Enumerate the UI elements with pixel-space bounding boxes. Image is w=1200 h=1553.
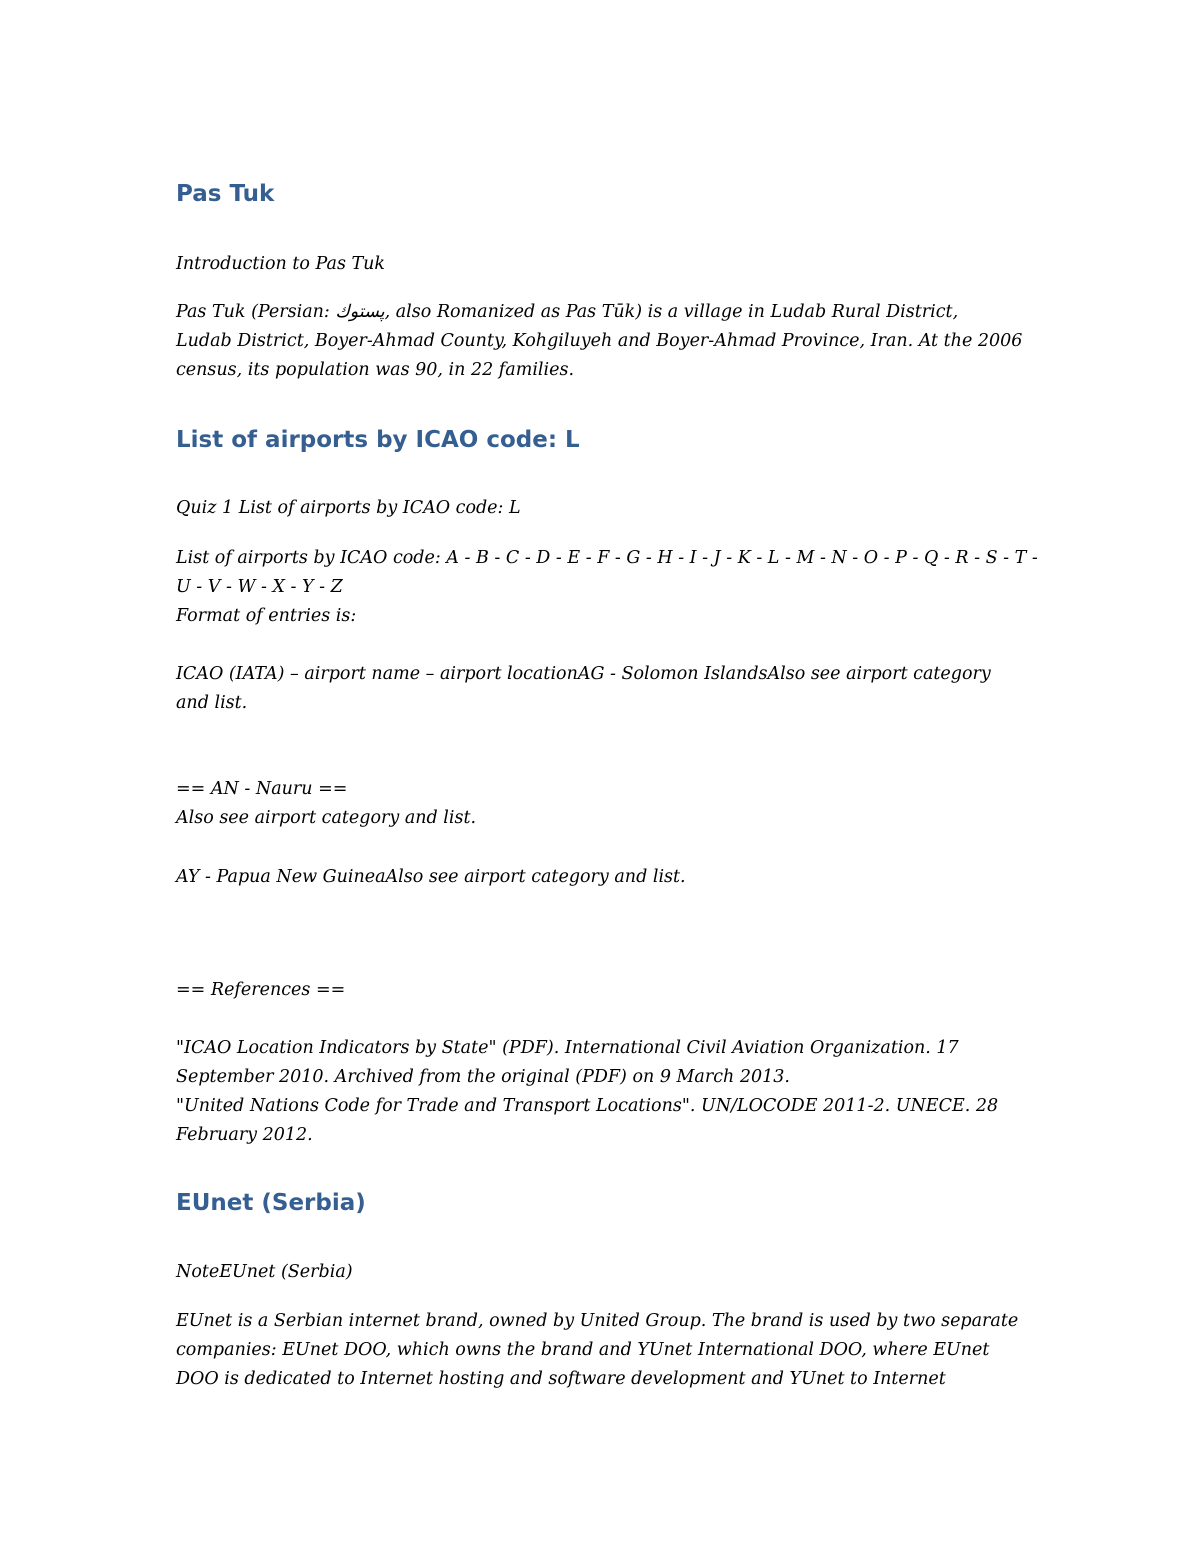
text-line: census, its population was 90, in 22 families.	[176, 360, 575, 380]
text-line: EUnet is a Serbian internet brand, owned by United Group. The brand is used by two separate	[176, 1311, 1019, 1331]
text-line: Ludab District, Boyer-Ahmad County, Kohgiluyeh and Boyer-Ahmad Province, Iran. At the 2006	[176, 331, 1023, 351]
reference-line: "United Nations Code for Trade and Transport Locations". UN/LOCODE 2011-2. UNECE. 28	[176, 1096, 999, 1116]
text-line: NoteEUnet (Serbia)	[176, 1262, 353, 1282]
paragraph-eunet-description	[176, 1307, 1026, 1394]
reference-line: February 2012.	[176, 1125, 313, 1145]
section-heading-airports: List of airports by ICAO code: L	[176, 427, 580, 453]
paragraph-pas-tuk-description	[176, 298, 1026, 385]
text-line: Also see airport category and list.	[176, 808, 477, 828]
reference-line: "ICAO Location Indicators by State" (PDF). International Civil Aviation Organization. 17	[176, 1038, 959, 1058]
text-line: companies: EUnet DOO, which owns the brand and YUnet International DOO, where EUnet	[176, 1340, 990, 1360]
text-line: U - V - W - X - Y - Z	[176, 577, 343, 597]
text-line: and list.	[176, 693, 248, 713]
text-line: Introduction to Pas Tuk	[176, 254, 386, 274]
text-line: == AN - Nauru ==	[176, 779, 348, 799]
text-line: DOO is dedicated to Internet hosting and software development and YUnet to Internet	[176, 1369, 946, 1389]
section-subtitle-eunet	[176, 1258, 1026, 1287]
text-line: Quiz 1 List of airports by ICAO code: L	[176, 498, 521, 518]
text-line: == References ==	[176, 980, 346, 1000]
text-line: AY - Papua New GuineaAlso see airport category and list.	[176, 867, 686, 887]
section-heading-eunet: EUnet (Serbia)	[176, 1190, 366, 1216]
paragraph-papua-new-guinea	[176, 863, 1026, 892]
text-line: Pas Tuk (Persian: پستوك, also Romanized as Pas Tūk) is a village in Ludab Rural District,	[176, 302, 959, 322]
reference-line: September 2010. Archived from the original (PDF) on 9 March 2013.	[176, 1067, 790, 1087]
references-heading	[176, 976, 1026, 1005]
paragraph-nauru	[176, 775, 1026, 833]
text-line: Format of entries is:	[176, 606, 357, 626]
text-line: List of airports by ICAO code: A - B - C - D - E - F - G - H - I - J - K - L - M - N - O - P - Q - R - S - T -	[176, 548, 1038, 568]
section-subtitle-pas-tuk	[176, 250, 1026, 279]
paragraph-entry-format	[176, 660, 1026, 718]
text-line: ICAO (IATA) – airport name – airport locationAG - Solomon IslandsAlso see airport category	[176, 664, 991, 684]
paragraph-icao-index	[176, 544, 1038, 631]
references-list	[176, 1034, 1026, 1150]
section-heading-pas-tuk: Pas Tuk	[176, 181, 275, 207]
section-subtitle-airports	[176, 494, 1026, 523]
